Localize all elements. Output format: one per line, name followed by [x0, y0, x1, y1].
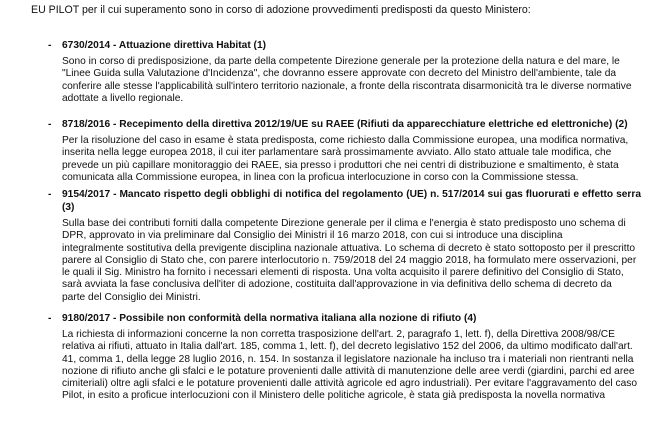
body-line: nozione di rifiuto anche gli sfalci e le potature provenienti dalle attività di manutenzione delle aree verdi (giardini, parchi ed aree — [62, 365, 635, 377]
intro-text: EU PILOT per il cui superamento sono in corso di adozione provvedimenti predisposti da questo Ministero: — [31, 4, 531, 16]
body-line: Sono in corso di predisposizione, da parte della competente Direzione generale per la protezione della natura e del mare, le — [62, 56, 620, 67]
body-line: le quali il Sig. Ministro ha fornito i necessari elementi di risposta. Una volta acquisito il parere definitivo del Consiglio di Stato, — [62, 267, 624, 279]
body-line: parte del Consiglio dei Ministri. — [62, 291, 201, 303]
eu-pilot-item — [48, 118, 641, 184]
body-line: integralmente sostitutiva della previgente disciplina nazionale attuativa. Lo schema di decreto è stato sottoposto per il prescritto — [62, 242, 636, 254]
item-dash: - — [48, 119, 52, 130]
item-title — [48, 312, 641, 325]
item-title — [48, 118, 641, 131]
eu-pilot-item — [48, 312, 641, 403]
body-line: cimiteriali) oltre agli sfalci e le potature provenienti dalle attività agricole ed agro industriali). Per evitare l'aggravamento del caso — [62, 378, 637, 390]
body-line: adottate a livello regionale. — [62, 92, 184, 104]
eu-pilot-item — [48, 188, 641, 304]
body-line: La richiesta di informazioni concerne la non corretta trasposizione dell'art. 2, paragrafo 1, lett. f), della Direttiva 2008/98/CE — [62, 329, 615, 340]
body-line: 41, comma 1, della legge 28 luglio 2016, n. 154. In sostanza il legislatore nazionale ha incluso tra i materiali non rientranti nella — [62, 353, 634, 365]
item-body — [62, 218, 641, 304]
item-body — [62, 56, 641, 105]
body-line: comunicata alla Commissione europea, in linea con la proficua interlocuzione in corso con la Commissione stessa. — [62, 171, 579, 183]
eu-pilot-item — [48, 39, 641, 105]
body-line: Per la risoluzione del caso in esame è stata predisposta, come richiesto dalla Commissione europea, una modifica normativa, — [62, 135, 629, 146]
item-dash: - — [48, 189, 52, 200]
item-title — [48, 39, 641, 52]
item-title-text: 8718/2016 - Recepimento della direttiva 2012/19/UE su RAEE (Rifiuti da apparecchiature elettriche ed elettroniche) (2) — [62, 119, 628, 130]
item-dash: - — [48, 313, 52, 324]
item-title-text: 9154/2017 - Mancato rispetto degli obblighi di notifica del regolamento (UE) n. 517/2014 sui gas fluorurati e effetto serra (3) — [62, 189, 641, 213]
body-line: prevede un più capillare monitoraggio dei RAEE, sia presso i produttori che nei centri di distribuzione e smaltimento, è stata — [62, 159, 619, 171]
item-title-text: 9180/2017 - Possibile non conformità della normativa italiana alla nozione di rifiuto (4) — [62, 313, 477, 324]
body-line: relativa ai rifiuti, attuato in Italia dall'art. 185, comma 1, lett. f), del decreto legislativo 152 del 2006, da ultimo modificato dall'art. — [62, 341, 633, 353]
body-line: inserita nella legge europea 2018, il cui iter parlamentare sarà prossimamente avviato. Allo stato attuale tale modifica, che — [62, 147, 612, 159]
body-line: conferire alle stesse l'applicabilità sull'intero territorio nazionale, a fronte della riscontrata disarmonicità tra le diverse normative — [62, 80, 632, 92]
body-line: "Linee Guida sulla Valutazione d'Incidenza", che dovranno essere approvate con decreto del Ministro dell'ambiente, tale da — [62, 68, 617, 80]
item-dash: - — [48, 40, 52, 51]
item-title-text: 6730/2014 - Attuazione direttiva Habitat (1) — [62, 40, 266, 51]
body-line: sarà avviata la fase conclusiva dell'iter di adozione, costituita dall'approvazione in via definitiva dello schema di decreto da — [62, 279, 612, 291]
body-line: parere al Consiglio di Stato che, con parere interlocutorio n. 759/2018 del 24 maggio 2018, ha formulato mere osservazioni, per — [62, 254, 637, 266]
body-line: Pilot, in esito a proficue interlocuzioni con il Ministero delle politiche agricole, è stata già predisposta la novella normativa — [62, 390, 606, 402]
item-body — [62, 329, 641, 403]
body-line: DPR, approvato in via preliminare dal Consiglio dei Ministri il 16 marzo 2018, con cui si introduce una disciplina — [62, 230, 563, 242]
body-line: Sulla base dei contributi forniti dalla competente Direzione generale per il clima e l'energia è stato predisposto uno schema di — [62, 218, 626, 229]
item-title — [48, 188, 641, 214]
item-body — [62, 135, 641, 184]
